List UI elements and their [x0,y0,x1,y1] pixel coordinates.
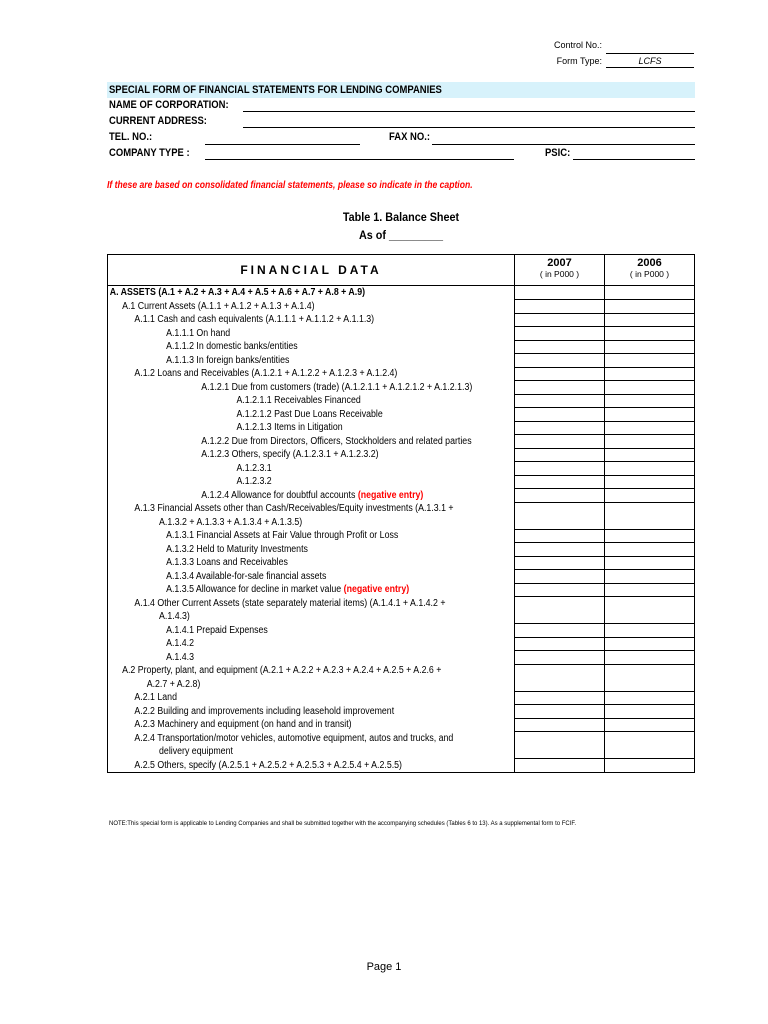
value-2007-cell[interactable] [515,367,605,381]
table-header-row [108,255,695,286]
value-2007-cell[interactable] [515,759,605,773]
name-label: NAME OF CORPORATION: [109,99,229,111]
row-label: A.1.2.3 Others, specify (A.1.2.3.1 + A.1.2.3.2) [108,448,515,462]
table-row [108,300,695,314]
value-2007-cell[interactable] [515,489,605,503]
value-2006-cell[interactable] [605,394,695,408]
table-row [108,718,695,732]
form-title: SPECIAL FORM OF FINANCIAL STATEMENTS FOR LENDING COMPANIES [109,84,442,96]
table-row [108,651,695,665]
value-2007-cell[interactable] [515,408,605,422]
value-2006-cell[interactable] [605,327,695,341]
table-row [108,502,695,529]
table-row [108,367,695,381]
value-2007-cell[interactable] [515,300,605,314]
value-2006-cell[interactable] [605,529,695,543]
value-2006-cell[interactable] [605,759,695,773]
fax-label: FAX NO.: [389,131,430,143]
table-row [108,421,695,435]
table-row [108,462,695,476]
financial-data-heading: FINANCIAL DATA [108,255,515,286]
table-row [108,354,695,368]
value-2007-cell[interactable] [515,421,605,435]
table-row [108,556,695,570]
balance-sheet-table [107,254,695,773]
year-2007-heading: 2007 ( in P000 ) [515,255,605,286]
value-2007-cell[interactable] [515,340,605,354]
table-row [108,624,695,638]
value-2006-cell[interactable] [605,637,695,651]
value-2007-cell[interactable] [515,448,605,462]
psic-field[interactable] [573,158,695,160]
table-row [108,327,695,341]
name-field[interactable] [243,110,695,112]
value-2006-cell[interactable] [605,556,695,570]
table-row [108,664,695,691]
row-label: A.1.2.1 Due from customers (trade) (A.1.2.1.1 + A.1.2.1.2 + A.1.2.1.3) [108,381,515,395]
value-2006-cell[interactable] [605,624,695,638]
row-label: A.1.3 Financial Assets other than Cash/Receivables/Equity investments (A.1.3.1 + A.1.3.2 + A.1.3.3 + A.1.3.4 + A.1.3.5) [108,502,515,529]
negative-entry-note: (negative entry) [343,584,410,595]
value-2007-cell[interactable] [515,394,605,408]
value-2006-cell[interactable] [605,489,695,503]
row-label: A.1.2 Loans and Receivables (A.1.2.1 + A.1.2.2 + A.1.2.3 + A.1.2.4) [108,367,515,381]
form-type-label: Form Type: [556,56,602,66]
value-2006-cell[interactable] [605,718,695,732]
value-2006-cell[interactable] [605,421,695,435]
value-2006-cell[interactable] [605,462,695,476]
footnote: NOTE:This special form is applicable to Lending Companies and shall be submitted together with the accompanying schedules (Tables 6 to 13). As a supplemental form to FCIF. [109,820,577,827]
form-type-value: LCFS [638,56,662,66]
value-2007-cell[interactable] [515,570,605,584]
row-label: A.1.2.1.2 Past Due Loans Receivable [108,408,515,422]
table-row [108,489,695,503]
table-row [108,759,695,773]
row-label: A.1.3.1 Financial Assets at Fair Value through Profit or Loss [108,529,515,543]
address-field[interactable] [243,126,695,128]
value-2006-cell[interactable] [605,435,695,449]
value-2007-cell[interactable] [515,651,605,665]
negative-entry-note: (negative entry) [357,489,424,501]
fax-field[interactable] [432,143,695,145]
tel-field[interactable] [205,143,360,145]
value-2007-cell[interactable] [515,597,605,624]
value-2007-cell[interactable] [515,624,605,638]
row-label: A.1 Current Assets (A.1.1 + A.1.2 + A.1.3 + A.1.4) [108,300,515,314]
row-label: A.1.3.5 Allowance for decline in market value (negative entry) [108,583,515,597]
row-label: A.1.2.1.3 Items in Litigation [108,421,515,435]
table-row [108,543,695,557]
row-label: A.1.1.3 In foreign banks/entities [108,354,515,368]
row-label: A.2.2 Building and improvements including leasehold improvement [108,705,515,719]
value-2007-cell[interactable] [515,381,605,395]
value-2007-cell[interactable] [515,718,605,732]
tel-label: TEL. NO.: [109,131,153,143]
psic-label: PSIC: [545,147,571,159]
value-2006-cell[interactable] [605,732,695,759]
value-2007-cell[interactable] [515,502,605,529]
value-2006-cell[interactable] [605,570,695,584]
value-2007-cell[interactable] [515,475,605,489]
value-2007-cell[interactable] [515,462,605,476]
control-no-field[interactable] [606,42,694,54]
value-2007-cell[interactable] [515,705,605,719]
row-label: A.1.1.2 In domestic banks/entities [108,340,515,354]
row-label: A.1.4.2 [108,637,515,651]
table-row [108,475,695,489]
row-label: A.1.2.4 Allowance for doubtful accounts (negative entry) [108,489,515,503]
value-2006-cell[interactable] [605,448,695,462]
table-row [108,691,695,705]
row-label: A.2.5 Others, specify (A.2.5.1 + A.2.5.2 + A.2.5.3 + A.2.5.4 + A.2.5.5) [108,759,515,773]
value-2006-cell[interactable] [605,354,695,368]
table-row [108,394,695,408]
table-row [108,340,695,354]
table-row [108,529,695,543]
consolidated-warning: If these are based on consolidated financial statements, please so indicate in the caption. [107,180,473,191]
value-2007-cell[interactable] [515,313,605,327]
value-2007-cell[interactable] [515,286,605,300]
value-2007-cell[interactable] [515,664,605,691]
table-row [108,448,695,462]
address-label: CURRENT ADDRESS: [109,115,207,127]
row-label: A.1.3.2 Held to Maturity Investments [108,543,515,557]
value-2006-cell[interactable] [605,313,695,327]
company-type-field[interactable] [205,158,514,160]
table-row [108,570,695,584]
company-type-label: COMPANY TYPE : [109,147,190,159]
as-of-date: As of _________ [358,228,444,242]
value-2006-cell[interactable] [605,408,695,422]
table-row [108,705,695,719]
row-label: A.1.2.1.1 Receivables Financed [108,394,515,408]
value-2007-cell[interactable] [515,543,605,557]
row-label: A.1.3.4 Available-for-sale financial assets [108,570,515,584]
value-2006-cell[interactable] [605,691,695,705]
value-2007-cell[interactable] [515,529,605,543]
value-2006-cell[interactable] [605,664,695,691]
row-label: A.1.4.1 Prepaid Expenses [108,624,515,638]
value-2007-cell[interactable] [515,691,605,705]
table-row [108,732,695,759]
value-2006-cell[interactable] [605,367,695,381]
value-2007-cell[interactable] [515,556,605,570]
value-2006-cell[interactable] [605,340,695,354]
unit-2006: ( in P000 ) [629,268,670,279]
table-title: Table 1. Balance Sheet [342,210,460,224]
value-2007-cell[interactable] [515,583,605,597]
value-2006-cell[interactable] [605,651,695,665]
value-2007-cell[interactable] [515,732,605,759]
row-label: A.1.2.3.1 [108,462,515,476]
row-label: A.2.3 Machinery and equipment (on hand and in transit) [108,718,515,732]
table-row [108,381,695,395]
year-2006-heading: 2006 ( in P000 ) [605,255,695,286]
row-label: A. ASSETS (A.1 + A.2 + A.3 + A.4 + A.5 + A.6 + A.7 + A.8 + A.9) [108,286,515,300]
table-row [108,435,695,449]
value-2007-cell[interactable] [515,354,605,368]
table-row [108,637,695,651]
value-2006-cell[interactable] [605,543,695,557]
value-2007-cell[interactable] [515,327,605,341]
table-row [108,583,695,597]
row-label: A.2.4 Transportation/motor vehicles, automotive equipment, autos and trucks, and delivery equipment [108,732,515,759]
table-row [108,286,695,300]
value-2007-cell[interactable] [515,637,605,651]
value-2006-cell[interactable] [605,583,695,597]
row-label: A.1.4.3 [108,651,515,665]
table-row [108,408,695,422]
value-2006-cell[interactable] [605,381,695,395]
row-label: A.1.1 Cash and cash equivalents (A.1.1.1 + A.1.1.2 + A.1.1.3) [108,313,515,327]
table-row [108,597,695,624]
value-2006-cell[interactable] [605,705,695,719]
row-label: A.2.1 Land [108,691,515,705]
table-row [108,313,695,327]
value-2006-cell[interactable] [605,597,695,624]
control-no-label: Control No.: [553,40,602,50]
value-2006-cell[interactable] [605,475,695,489]
row-label: A.1.3.3 Loans and Receivables [108,556,515,570]
row-label: A.1.2.3.2 [108,475,515,489]
value-2006-cell[interactable] [605,502,695,529]
value-2006-cell[interactable] [605,286,695,300]
value-2007-cell[interactable] [515,435,605,449]
row-label: A.1.4 Other Current Assets (state separately material items) (A.1.4.1 + A.1.4.2 + A.1.4.3) [108,597,515,624]
row-label: A.2 Property, plant, and equipment (A.2.1 + A.2.2 + A.2.3 + A.2.4 + A.2.5 + A.2.6 + A.2.7 + A.2.8) [108,664,515,691]
page-number: Page 1 [366,961,402,973]
row-label: A.1.2.2 Due from Directors, Officers, Stockholders and related parties [108,435,515,449]
row-label: A.1.1.1 On hand [108,327,515,341]
value-2006-cell[interactable] [605,300,695,314]
